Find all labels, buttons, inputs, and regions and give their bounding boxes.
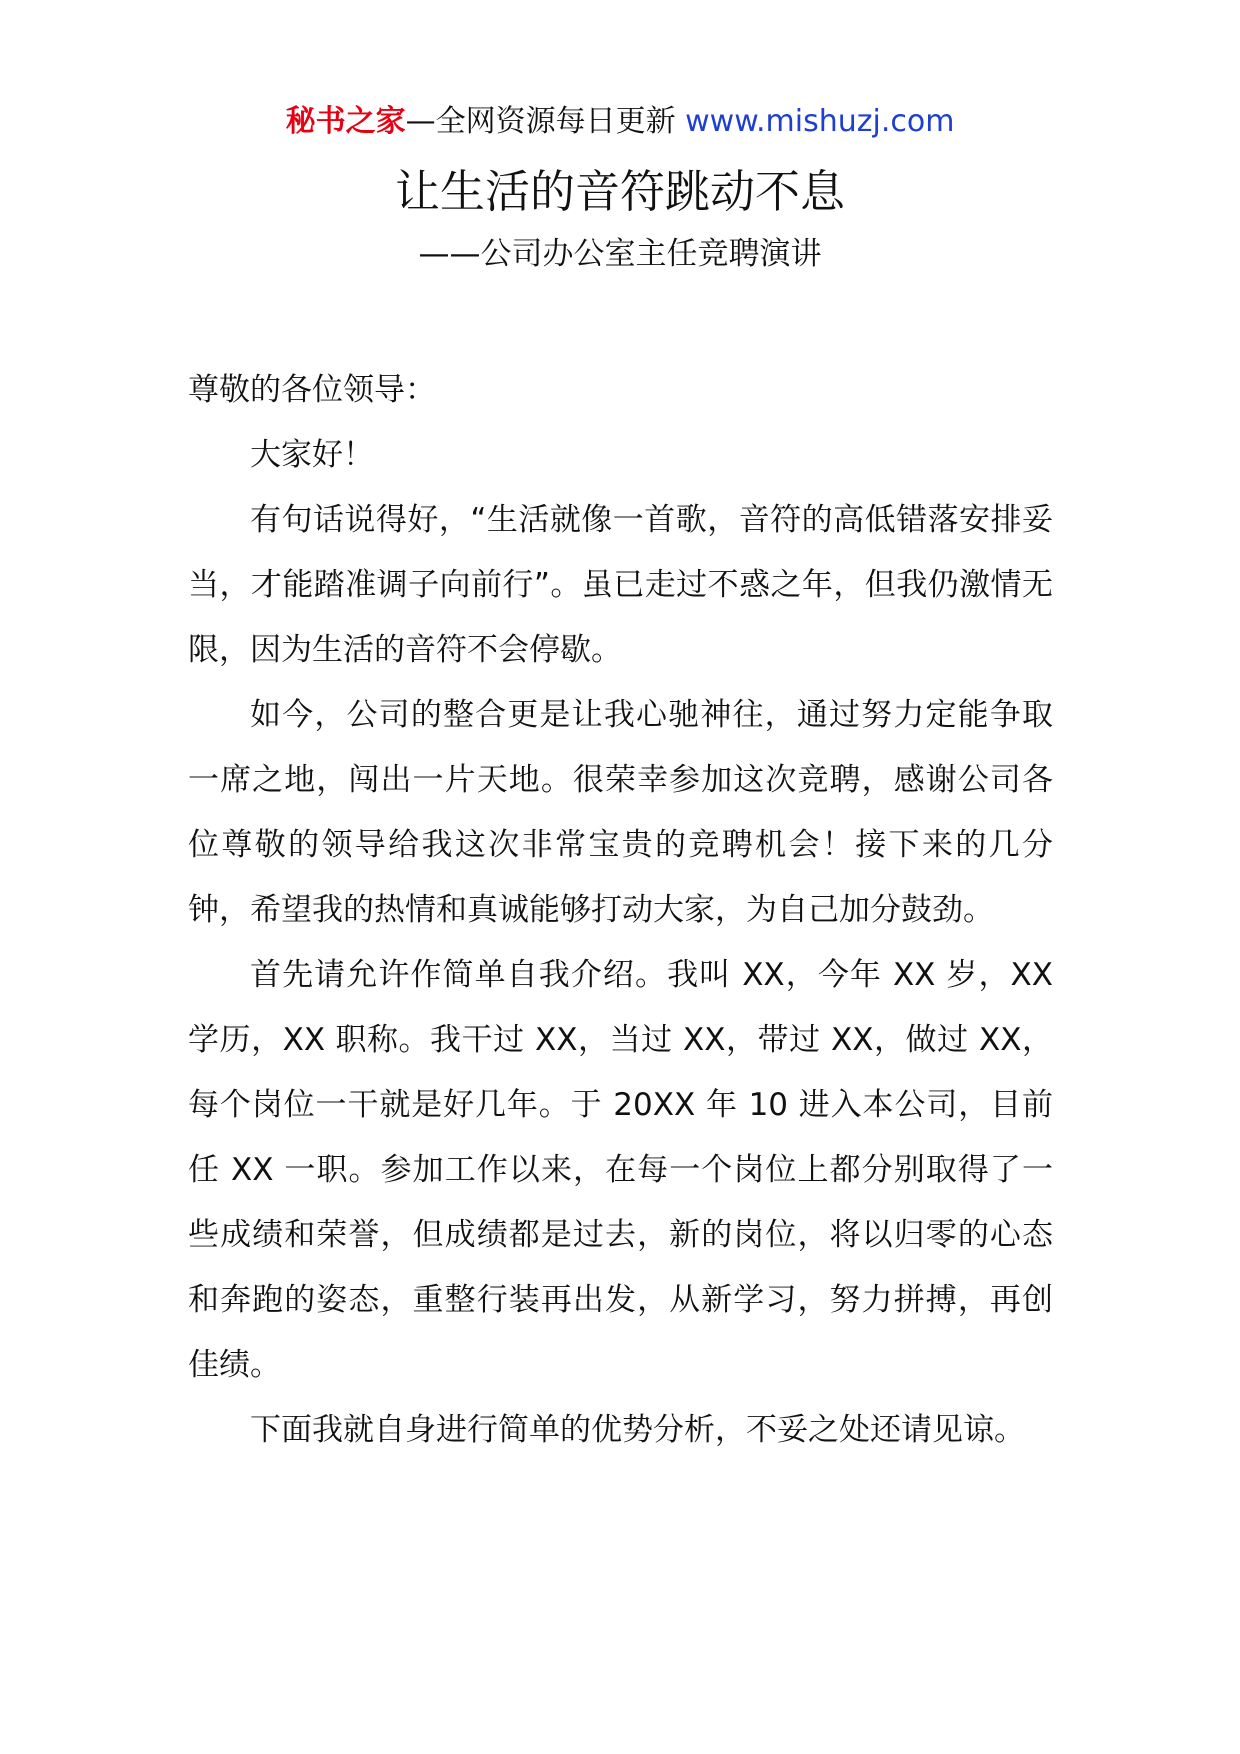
site-header — [0, 100, 1240, 144]
site-slogan: —全网资源每日更新 — [405, 104, 686, 139]
document-title: 让生活的音符跳动不息 — [394, 165, 845, 218]
paragraph-self-introduction: 首先请允许作简单自我介绍。我叫 XX，今年 XX 岁，XX 学历，XX 职称。我干过 XX，当过 XX，带过 XX，做过 XX，每个岗位一干就是好几年。于 20XX 年 10 进入本公司，目前任 XX 一职。参加工作以来，在每一个岗位上都分别取得了一些成绩和荣誉，但成绩都是过去，新的岗位，将以归零的心态和奔跑的姿态，重整行装再出发，从新学习，努力拼搏，再创佳绩。 — [188, 957, 1053, 1383]
paragraph-greeting: 大家好！ — [250, 437, 374, 473]
site-brand: 秘书之家 — [285, 104, 406, 139]
document-subtitle: ——公司办公室主任竞聘演讲 — [418, 236, 822, 272]
paragraph-transition: 下面我就自身进行简单的优势分析，不妥之处还请见谅。 — [250, 1412, 1025, 1448]
paragraph-opening: 有句话说得好，“生活就像一首歌，音符的高低错落安排妥当，才能踏准调子向前行”。虽已走过不惑之年，但我仍激情无限，因为生活的音符不会停歇。 — [188, 502, 1053, 668]
salutation: 尊敬的各位领导： — [188, 372, 436, 408]
site-url-link[interactable]: www.mishuzj.com — [685, 104, 955, 139]
document-body — [188, 358, 1053, 1463]
paragraph-motivation: 如今，公司的整合更是让我心驰神往，通过努力定能争取一席之地，闯出一片天地。很荣幸参加这次竞聘，感谢公司各位尊敬的领导给我这次非常宝贵的竞聘机会！接下来的几分钟，希望我的热情和真诚能够打动大家，为自己加分鼓劲。 — [188, 697, 1053, 928]
